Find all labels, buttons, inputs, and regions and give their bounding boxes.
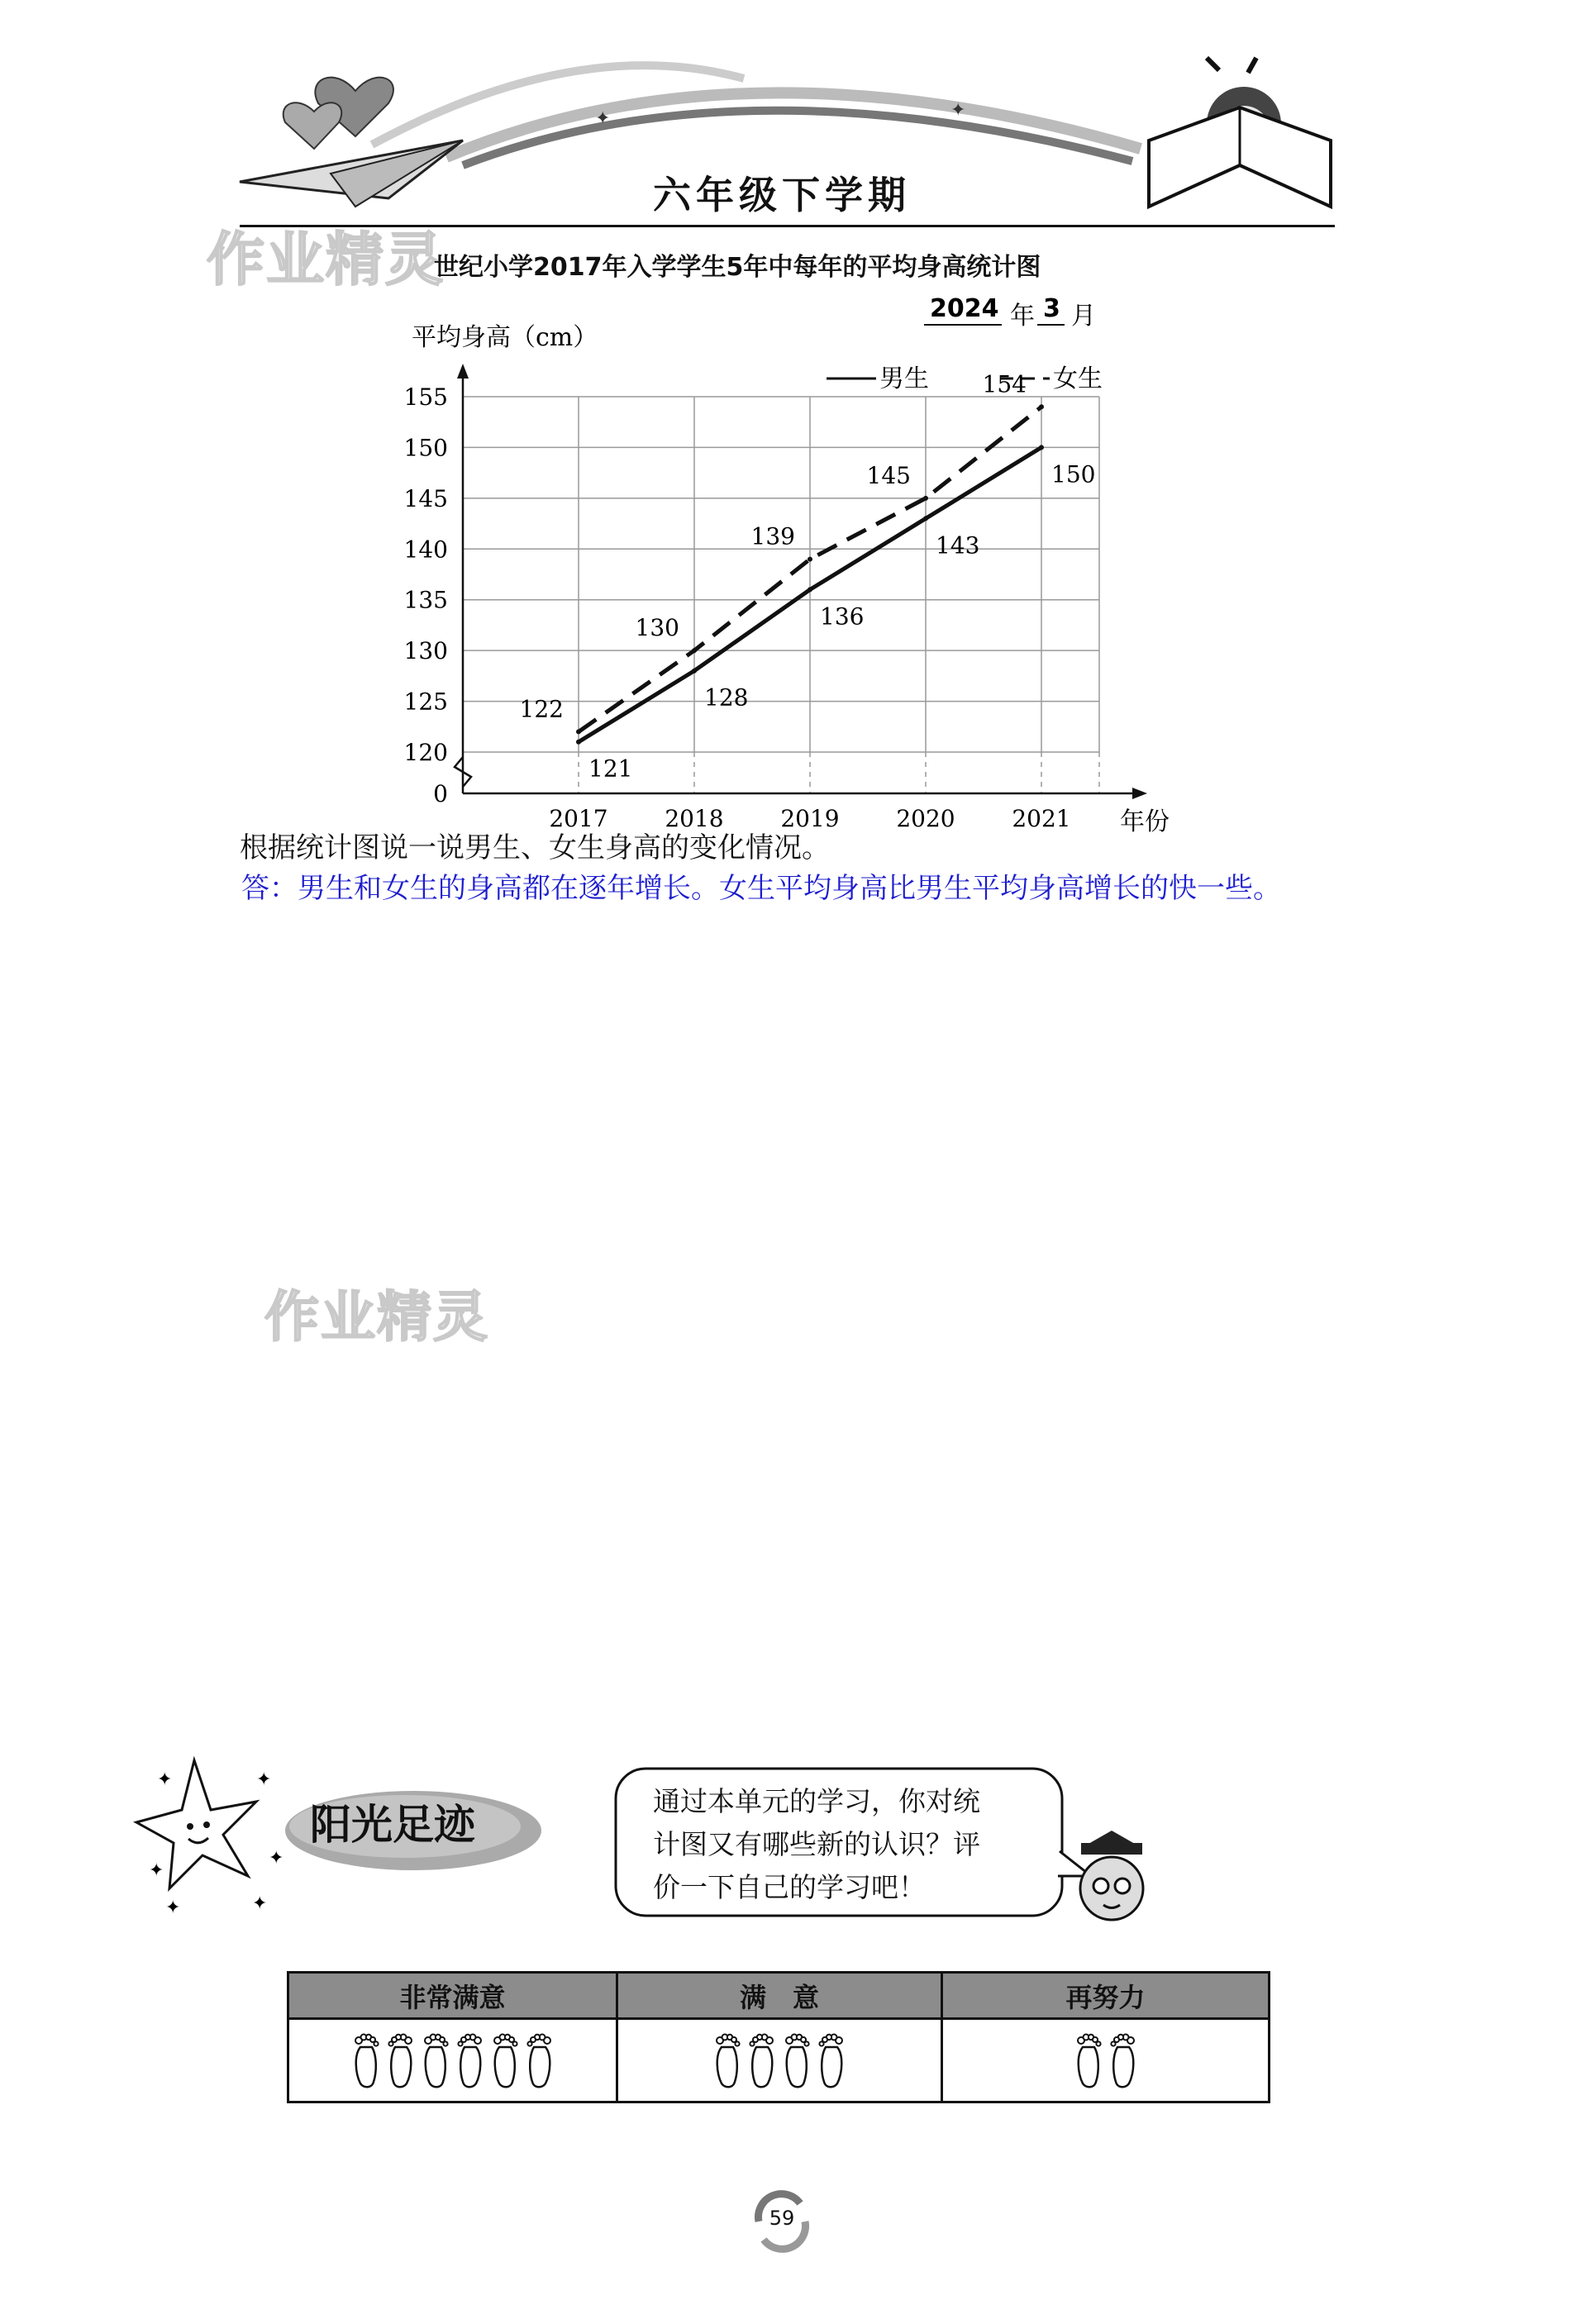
watermark: 作业精灵 [207,226,445,293]
svg-text:✦: ✦ [252,1893,268,1914]
date-year: 2024 [930,294,999,323]
data-point-boys [692,669,697,674]
data-label-boys: 128 [704,683,749,712]
table-header-very-satisfied: 非常满意 [289,1974,618,2020]
footprint-icon [456,2032,484,2088]
x-tick-label: 2020 [896,805,955,832]
data-point-boys [1039,445,1044,450]
self-evaluation-table [287,1971,1270,2103]
y-tick-label: 155 [403,383,448,411]
svg-text:✦: ✦ [950,100,966,121]
graduate-kid-icon [1080,1831,1143,1920]
y-tick-label: 140 [403,536,448,564]
page-header-title: 六年级下学期 [653,173,911,217]
date-year-suffix: 年 [1010,302,1035,331]
data-point-girls [923,496,928,501]
data-label-girls: 139 [750,522,795,550]
bubble-line: 通过本单元的学习，你对统 [653,1785,980,1817]
svg-text:✦: ✦ [157,1769,173,1790]
footprint-icon [748,2032,776,2088]
footprint-cell-very-satisfied[interactable] [289,2020,618,2101]
data-point-boys [808,587,812,592]
data-label-girls: 130 [635,614,679,642]
date-month: 3 [1043,294,1060,323]
bubble-line: 计图又有哪些新的认识？评 [653,1828,980,1860]
footprint-cell-try-harder[interactable] [943,2020,1268,2101]
date-month-suffix: 月 [1071,302,1096,331]
question-text: 根据统计图说一说男生、女生身高的变化情况。 [240,831,830,864]
x-tick-label: 2017 [549,805,608,832]
footprint-icon [352,2032,380,2088]
svg-text:✦: ✦ [256,1769,272,1790]
svg-text:✦: ✦ [149,1860,164,1881]
y-tick-label: 120 [403,739,448,766]
data-point-girls [1039,404,1044,409]
x-tick-label: 2019 [780,805,840,832]
table-header-try-harder: 再努力 [943,1974,1268,2020]
footprint-icon [1074,2032,1103,2088]
footprint-icon [817,2032,846,2088]
section-title: 阳光足迹 [310,1801,475,1849]
table-header-satisfied: 满 意 [618,1974,943,2020]
footprint-icon [783,2032,811,2088]
svg-text:✦: ✦ [165,1898,181,1918]
data-point-boys [923,516,928,521]
data-point-girls [692,648,697,653]
data-label-boys: 143 [936,531,980,560]
y-tick-label: 150 [403,434,448,462]
footprint-icon [387,2032,415,2088]
bubble-line: 价一下自己的学习吧！ [653,1871,926,1903]
data-point-girls [808,557,812,562]
x-axis-arrow [1132,788,1147,799]
girl-reading-icon [1149,58,1331,207]
svg-text:✦: ✦ [595,108,611,129]
x-tick-label: 2018 [665,805,724,832]
speech-bubble-text [653,1780,1033,1909]
y-axis-title: 平均身高（cm） [412,323,598,352]
footprint-icon [1109,2032,1137,2088]
data-point-girls [576,729,581,734]
svg-text:✦: ✦ [269,1848,284,1869]
footprint-cell-satisfied[interactable] [618,2020,943,2101]
data-label-girls: 122 [519,695,564,723]
page-number: 59 [769,2207,795,2230]
legend-label-girls: 女生 [1053,364,1103,393]
y-tick-label: 130 [403,637,448,665]
footprint-icon [422,2032,450,2088]
x-axis-title: 年份 [1120,807,1170,836]
y-tick-label: 0 [433,780,448,807]
data-label-boys: 121 [588,755,633,783]
heart-icon [283,102,342,149]
watermark: 作业精灵 [264,1285,489,1349]
data-label-boys: 136 [820,602,865,631]
legend-label-boys: 男生 [879,364,929,393]
footprint-icon [526,2032,554,2088]
y-tick-label: 135 [403,586,448,614]
footprint-icon [713,2032,741,2088]
chart-title: 世纪小学2017年入学学生5年中每年的平均身高统计图 [434,253,1041,282]
y-tick-label: 145 [403,484,448,512]
y-axis-arrow [457,364,469,379]
footprint-icon [491,2032,519,2088]
line-chart [388,289,1215,836]
data-label-girls: 145 [866,461,911,489]
x-tick-label: 2021 [1012,805,1071,832]
answer-text: 答：男生和女生的身高都在逐年增长。女生平均身高比男生平均身高增长的快一些。 [241,872,1281,905]
data-point-boys [576,740,581,745]
data-label-boys: 150 [1051,460,1096,488]
data-label-girls: 154 [982,370,1027,398]
y-tick-label: 125 [403,688,448,716]
